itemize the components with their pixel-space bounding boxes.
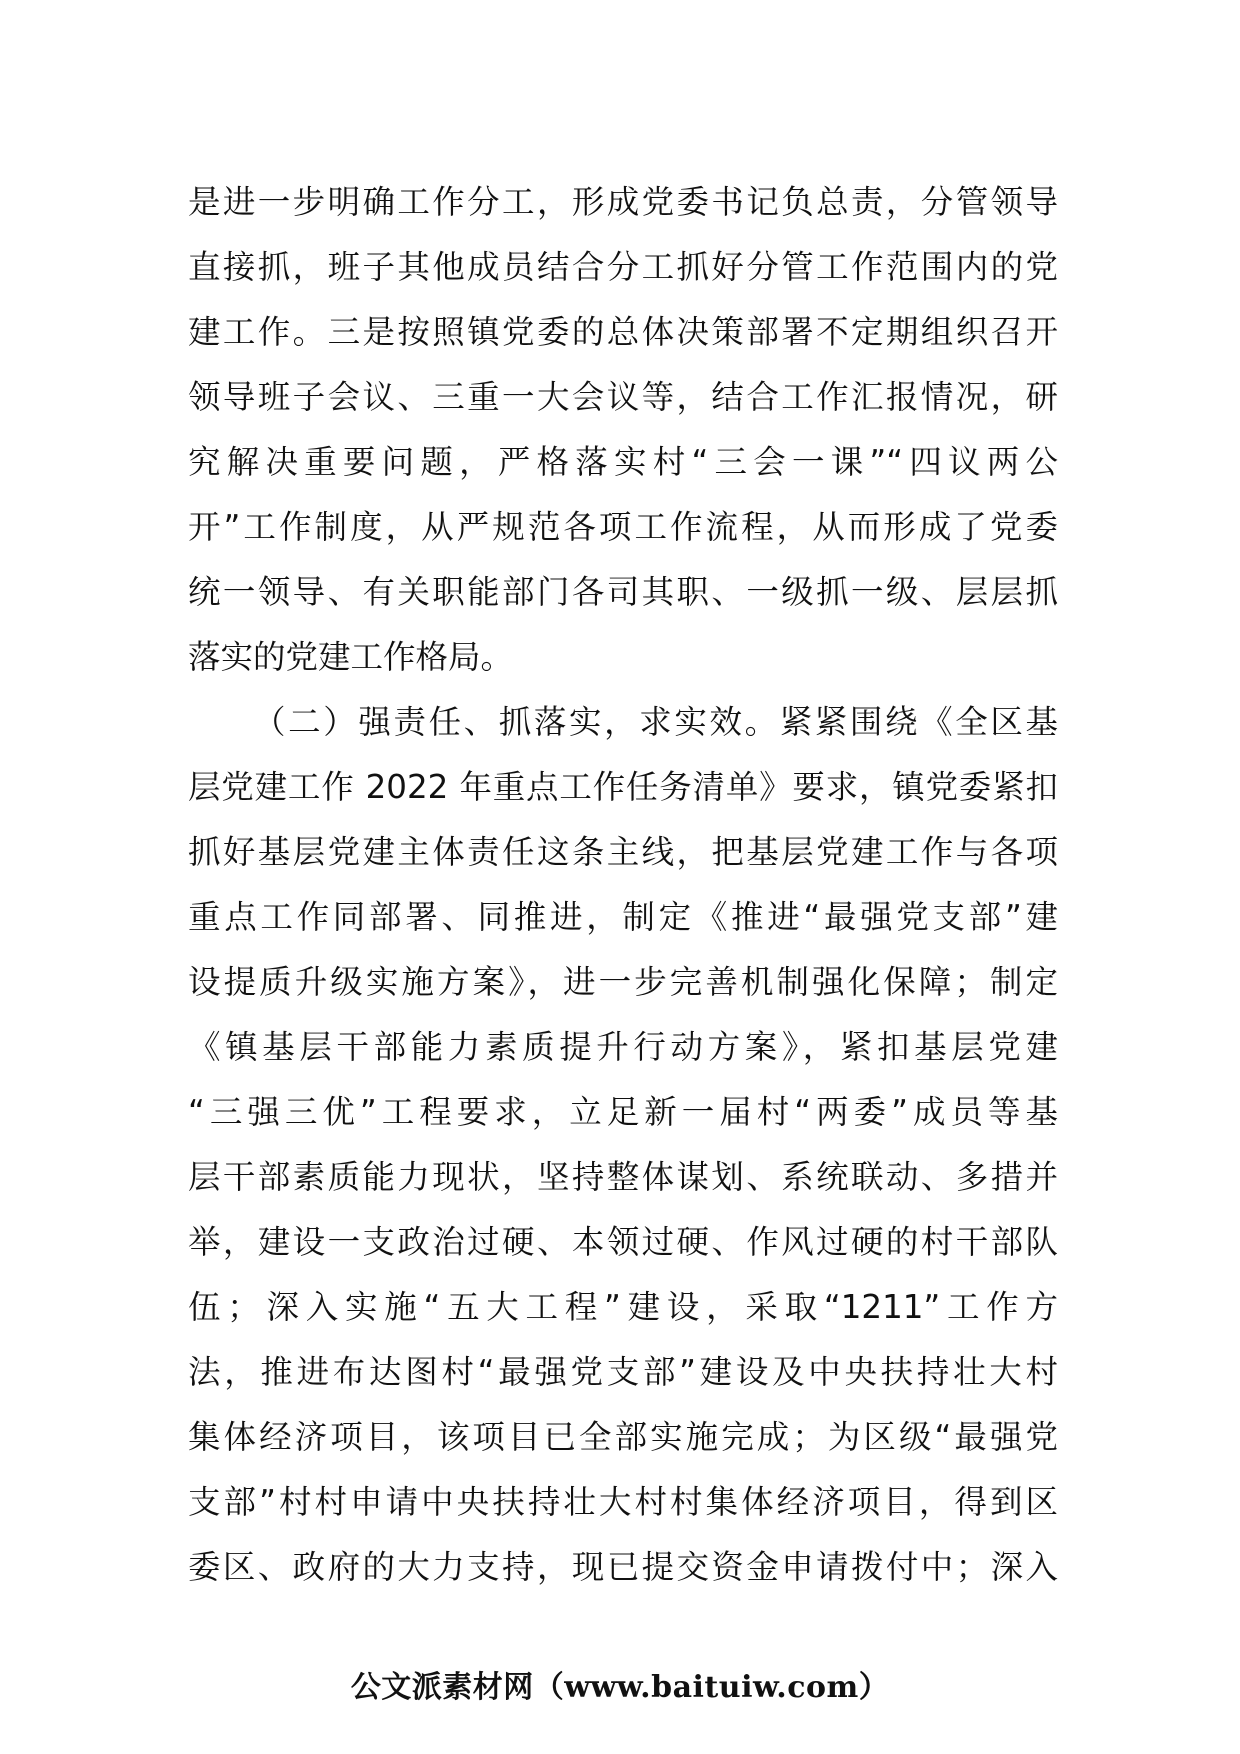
text-line: 设提质升级实施方案》，进一步完善机制强化保障；制定 <box>188 963 1058 1001</box>
text-line: 法，推进布达图村“最强党支部”建设及中央扶持壮大村 <box>188 1353 1058 1391</box>
text-line: 委区、政府的大力支持，现已提交资金申请拨付中；深入 <box>188 1548 1058 1586</box>
text-line: 领导班子会议、三重一大会议等，结合工作汇报情况，研 <box>188 378 1058 416</box>
text-line: 开”工作制度，从严规范各项工作流程，从而形成了党委 <box>188 508 1058 546</box>
text-line: 层党建工作 2022 年重点工作任务清单》要求，镇党委紧扣 <box>188 768 1058 806</box>
body-text <box>188 170 1058 1600</box>
text-line: 伍；深入实施“五大工程”建设，采取“1211”工作方 <box>188 1288 1058 1326</box>
text-line: 抓好基层党建主体责任这条主线，把基层党建工作与各项 <box>188 833 1058 871</box>
text-line: 统一领导、有关职能部门各司其职、一级抓一级、层层抓 <box>188 573 1058 611</box>
text-line: 《镇基层干部能力素质提升行动方案》，紧扣基层党建 <box>188 1028 1058 1066</box>
text-line: 直接抓，班子其他成员结合分工抓好分管工作范围内的党 <box>188 248 1058 286</box>
text-line: 支部”村村申请中央扶持壮大村村集体经济项目，得到区 <box>188 1483 1058 1521</box>
text-line: 重点工作同部署、同推进，制定《推进“最强党支部”建 <box>188 898 1058 936</box>
text-line: 集体经济项目，该项目已全部实施完成；为区级“最强党 <box>188 1418 1058 1456</box>
paragraph-heading-line: （二）强责任、抓落实，求实效。紧紧围绕《全区基 <box>253 703 1058 741</box>
text-line: 究解决重要问题，严格落实村“三会一课”“四议两公 <box>188 443 1058 481</box>
text-line: 落实的党建工作格局。 <box>188 638 514 676</box>
text-line: 是进一步明确工作分工，形成党委书记负总责，分管领导 <box>188 183 1058 221</box>
text-line: 建工作。三是按照镇党委的总体决策部署不定期组织召开 <box>188 313 1058 351</box>
text-line: 层干部素质能力现状，坚持整体谋划、系统联动、多措并 <box>188 1158 1058 1196</box>
text-line: 举，建设一支政治过硬、本领过硬、作风过硬的村干部队 <box>188 1223 1058 1261</box>
footer-watermark-text: 公文派素材网（www.baituiw.com） <box>350 1670 890 1705</box>
text-line: “三强三优”工程要求，立足新一届村“两委”成员等基 <box>188 1093 1058 1131</box>
